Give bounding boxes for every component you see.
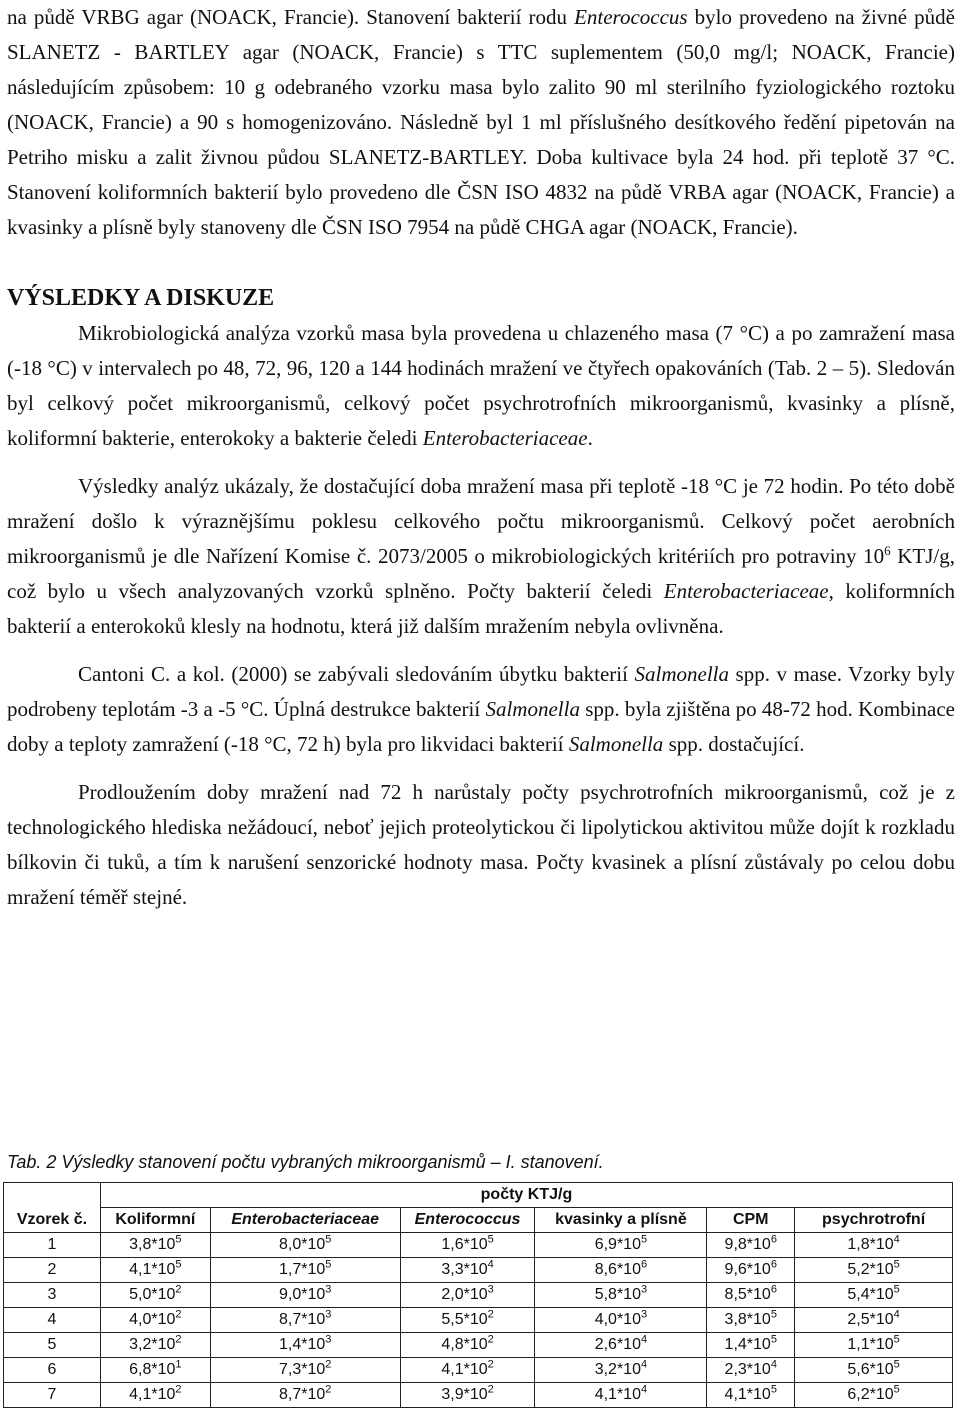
- cell-mantissa: 9,6*10: [724, 1261, 771, 1278]
- cell-exponent: 4: [640, 1333, 648, 1346]
- cell-exponent: 2: [325, 1358, 332, 1371]
- cell-exponent: 2: [175, 1383, 182, 1396]
- table-cell-sample: 3: [4, 1283, 101, 1308]
- cell-mantissa: 9,0*10: [278, 1286, 326, 1303]
- cell-mantissa: 2,3*10: [724, 1361, 771, 1378]
- text-run: , koliformních bakterií a enterokoků klesly na hodnotu, která již dalším mražením nebyla ovlivněna.: [7, 579, 955, 638]
- genus-name: Salmonella: [634, 662, 730, 686]
- cell-exponent: 5: [770, 1333, 777, 1346]
- table-row: [4, 1283, 953, 1308]
- results-table: [3, 1182, 953, 1408]
- table-cell: [795, 1258, 953, 1283]
- cell-mantissa: 2,6*10: [594, 1336, 641, 1353]
- table-row: [4, 1258, 953, 1283]
- cell-exponent: 5: [893, 1258, 900, 1271]
- cell-mantissa: 3,2*10: [129, 1336, 176, 1353]
- cell-mantissa: 8,6*10: [594, 1261, 641, 1278]
- table-header-row: [4, 1208, 953, 1233]
- text-run: spp. byla zjištěna po 48-72 hod. Kombinace doby a teploty zamražení (-18 °C, 72 h) byla pro likvidaci bakterií: [7, 697, 955, 756]
- table-cell: [210, 1258, 400, 1283]
- table-cell: [795, 1333, 953, 1358]
- cell-mantissa: 6,8*10: [129, 1361, 176, 1378]
- cell-mantissa: 4,1*10: [594, 1386, 641, 1403]
- cell-exponent: 6: [640, 1258, 648, 1271]
- table-cell: [795, 1308, 953, 1333]
- paragraph-results-1: [7, 316, 955, 456]
- family-name: Enterobacteriaceae: [663, 579, 829, 603]
- table-cell: [210, 1333, 400, 1358]
- cell-mantissa: 4,1*10: [129, 1261, 176, 1278]
- cell-exponent: 2: [175, 1308, 182, 1321]
- cell-mantissa: 1,7*10: [278, 1261, 326, 1278]
- table-cell: [100, 1333, 210, 1358]
- cell-exponent: 3: [487, 1283, 494, 1296]
- cell-exponent: 1: [175, 1358, 182, 1371]
- cell-mantissa: 4,1*10: [441, 1361, 488, 1378]
- column-header-psychrotrophic: psychrotrofní: [795, 1208, 953, 1233]
- table-cell: [707, 1358, 795, 1383]
- cell-exponent: 3: [325, 1308, 332, 1321]
- cell-exponent: 5: [175, 1258, 182, 1271]
- exponent: 6: [884, 543, 891, 558]
- table-cell: [535, 1333, 707, 1358]
- cell-mantissa: 5,4*10: [847, 1286, 894, 1303]
- cell-exponent: 5: [770, 1308, 777, 1321]
- cell-mantissa: 3,9*10: [441, 1386, 488, 1403]
- table-cell: [535, 1233, 707, 1258]
- cell-exponent: 5: [640, 1233, 648, 1246]
- cell-exponent: 2: [175, 1333, 182, 1346]
- cell-exponent: 2: [175, 1283, 182, 1296]
- cell-exponent: 5: [325, 1233, 332, 1246]
- text-run: spp. v mase. Vzorky byly podrobeny teplotám -3 a -5 °C. Úplná destrukce bakterií: [7, 662, 955, 721]
- table-cell: [795, 1358, 953, 1383]
- cell-exponent: 5: [487, 1233, 494, 1246]
- table-cell: [535, 1258, 707, 1283]
- genus-name: Salmonella: [485, 697, 580, 721]
- cell-mantissa: 1,4*10: [724, 1336, 771, 1353]
- text-run: Cantoni C. a kol. (2000) se zabývali sledováním úbytku bakterií: [78, 662, 635, 686]
- paragraph-results-4: Prodloužením doby mražení nad 72 h narůstaly počty psychrotrofních mikroorganismů, což je z technologického hlediska nežádoucí, neboť jejich proteolytickou či lipolytickou aktivitou může dojít k rozkladu bílkovin či tuků, a tím k narušení senzorické hodnoty masa. Počty kvasinek a plísní zůstávaly po celou dobu mražení téměř stejné.: [7, 780, 955, 909]
- table-cell: [535, 1358, 707, 1383]
- cell-mantissa: 2,5*10: [847, 1311, 894, 1328]
- table-cell-sample: 5: [4, 1333, 101, 1358]
- column-header-coliform: Koliformní: [100, 1208, 210, 1233]
- table-cell: [210, 1358, 400, 1383]
- table-cell: [707, 1308, 795, 1333]
- table-row: [4, 1233, 953, 1258]
- cell-exponent: 2: [487, 1383, 494, 1396]
- table-cell: [100, 1233, 210, 1258]
- cell-mantissa: 2,0*10: [441, 1286, 488, 1303]
- table-cell: [707, 1283, 795, 1308]
- cell-exponent: 3: [640, 1283, 648, 1296]
- text-run: .: [587, 426, 593, 450]
- cell-exponent: 6: [770, 1233, 777, 1246]
- cell-exponent: 6: [770, 1258, 777, 1271]
- table-cell: [400, 1233, 535, 1258]
- cell-mantissa: 3,8*10: [724, 1311, 771, 1328]
- paragraph-methods: [7, 0, 955, 245]
- column-header-enterococcus: Enterococcus: [400, 1208, 535, 1233]
- genus-name: Enterococcus: [574, 5, 688, 29]
- cell-mantissa: 3,2*10: [594, 1361, 641, 1378]
- cell-mantissa: 4,0*10: [129, 1311, 176, 1328]
- text-run: spp. dostačující.: [663, 732, 805, 756]
- cell-mantissa: 5,5*10: [441, 1311, 488, 1328]
- table-cell: [707, 1383, 795, 1408]
- table-cell: [535, 1308, 707, 1333]
- table-cell: [400, 1383, 535, 1408]
- cell-mantissa: 5,0*10: [129, 1286, 176, 1303]
- table-cell: [400, 1258, 535, 1283]
- text-run: Mikrobiologická analýza vzorků masa byla provedena u chlazeného masa (7 °C) a po zamražení masa (-18 °C) v intervalech po 48, 72, 96, 120 a 144 hodinách mražení ve čtyřech opakováních (Tab. 2 – 5). Sledován byl celkový počet mikroorganismů, celkový počet psychrotrofních mikroorganismů, kvasinky a plísně, koliformní bakterie, enterokoky a bakterie čeledi: [7, 321, 955, 450]
- table-cell: [400, 1308, 535, 1333]
- table-body: [4, 1233, 953, 1408]
- table-cell: [400, 1358, 535, 1383]
- table-cell-sample: 7: [4, 1383, 101, 1408]
- table-cell: [795, 1383, 953, 1408]
- cell-mantissa: 7,3*10: [278, 1361, 326, 1378]
- text-run: bylo provedeno na živné půdě SLANETZ - BARTLEY agar (NOACK, Francie) s TTC suplementem (50,0 mg/l; NOACK, Francie) následujícím způsobem: 10 g odebraného vzorku masa bylo zalito 90 ml sterilního fyziologického roztoku (NOACK, Francie) a 90 s homogenizováno. Následně byl 1 ml příslušného desítkového ředění pipetován na Petriho misku a zalit živnou půdou SLANETZ-BARTLEY. Doba kultivace byla 24 hod. při teplotě 37 °C. Stanovení koliformních bakterií bylo provedeno dle ČSN ISO 4832 na půdě VRBA agar (NOACK, Francie) a kvasinky a plísně byly stanoveny dle ČSN ISO 7954 na půdě CHGA agar (NOACK, Francie).: [7, 5, 955, 239]
- table-cell: [210, 1283, 400, 1308]
- table-cell: [535, 1383, 707, 1408]
- table-cell: [707, 1333, 795, 1358]
- family-name: Enterobacteriaceae: [422, 426, 588, 450]
- cell-exponent: 5: [893, 1333, 900, 1346]
- cell-mantissa: 1,1*10: [847, 1336, 894, 1353]
- paragraph-results-2: [7, 469, 955, 644]
- cell-mantissa: 4,0*10: [594, 1311, 641, 1328]
- cell-mantissa: 8,0*10: [278, 1236, 326, 1253]
- cell-exponent: 4: [770, 1358, 777, 1371]
- table-row: [4, 1308, 953, 1333]
- table-cell: [795, 1283, 953, 1308]
- text-run: na půdě VRBG agar (NOACK, Francie). Stanovení bakterií rodu: [7, 5, 575, 29]
- paragraph-results-3: [7, 657, 955, 762]
- column-header-sample: Vzorek č.: [4, 1208, 101, 1233]
- cell-mantissa: 8,7*10: [278, 1386, 326, 1403]
- table-row: [4, 1358, 953, 1383]
- text-run: KTJ/g, což bylo u všech analyzovaných vzorků splněno. Počty bakterií čeledi: [7, 544, 955, 603]
- cell-mantissa: 8,7*10: [278, 1311, 326, 1328]
- table-cell: [707, 1258, 795, 1283]
- cell-mantissa: 1,6*10: [441, 1236, 488, 1253]
- text-run: Výsledky analýz ukázaly, že dostačující doba mražení masa při teplotě -18 °C je 72 hodin. Po této době mražení došlo k výraznějšímu poklesu celkového počtu mikroorganismů. Celkový počet aerobních mikroorganismů je dle Nařízení Komise č. 2073/2005 o mikrobiologických kritériích pro potraviny 10: [7, 474, 955, 568]
- table-caption: Tab. 2 Výsledky stanovení počtu vybraných mikroorganismů – I. stanovení.: [7, 1152, 604, 1172]
- cell-mantissa: 1,4*10: [278, 1336, 326, 1353]
- table-row: [4, 1333, 953, 1358]
- table-cell: [100, 1308, 210, 1333]
- spacer: [7, 762, 955, 775]
- cell-mantissa: 8,5*10: [724, 1286, 771, 1303]
- table-cell-sample: 4: [4, 1308, 101, 1333]
- column-header-enterobacteriaceae: Enterobacteriaceae: [210, 1208, 400, 1233]
- document-page: [7, 0, 955, 915]
- cell-mantissa: 4,8*10: [441, 1336, 488, 1353]
- cell-exponent: 5: [893, 1358, 900, 1371]
- table-cell: [795, 1233, 953, 1258]
- table-cell: [100, 1358, 210, 1383]
- table-group-header: počty KTJ/g: [100, 1183, 952, 1208]
- cell-exponent: 4: [893, 1308, 900, 1321]
- genus-name: Salmonella: [568, 732, 664, 756]
- cell-exponent: 3: [325, 1333, 332, 1346]
- spacer: [7, 245, 955, 281]
- cell-exponent: 5: [175, 1233, 182, 1246]
- table-cell: [210, 1383, 400, 1408]
- cell-mantissa: 4,1*10: [724, 1386, 771, 1403]
- cell-exponent: 5: [893, 1383, 900, 1396]
- table-cell: [400, 1333, 535, 1358]
- cell-exponent: 3: [640, 1308, 648, 1321]
- cell-exponent: 4: [893, 1233, 900, 1246]
- table-cell: [100, 1258, 210, 1283]
- column-header-cpm: CPM: [707, 1208, 795, 1233]
- cell-exponent: 5: [770, 1383, 777, 1396]
- cell-exponent: 3: [325, 1283, 332, 1296]
- table-cell-sample: 1: [4, 1233, 101, 1258]
- cell-mantissa: 6,2*10: [847, 1386, 894, 1403]
- table-row: [4, 1383, 953, 1408]
- column-header-yeasts-molds: kvasinky a plísně: [535, 1208, 707, 1233]
- table-cell: [210, 1233, 400, 1258]
- cell-mantissa: 4,1*10: [129, 1386, 176, 1403]
- cell-exponent: 2: [325, 1383, 332, 1396]
- table-cell: [100, 1383, 210, 1408]
- table-cell-sample: 6: [4, 1358, 101, 1383]
- table-cell: [707, 1233, 795, 1258]
- section-heading: VÝSLEDKY A DISKUZE: [7, 285, 275, 311]
- cell-exponent: 4: [640, 1358, 648, 1371]
- cell-mantissa: 5,6*10: [847, 1361, 894, 1378]
- cell-mantissa: 5,8*10: [594, 1286, 641, 1303]
- cell-mantissa: 3,8*10: [129, 1236, 176, 1253]
- cell-exponent: 2: [487, 1358, 494, 1371]
- spacer: [7, 644, 955, 657]
- cell-mantissa: 9,8*10: [724, 1236, 771, 1253]
- table-cell: [210, 1308, 400, 1333]
- table-corner-cell: [4, 1183, 101, 1208]
- table-cell-sample: 2: [4, 1258, 101, 1283]
- cell-exponent: 2: [487, 1333, 494, 1346]
- cell-exponent: 4: [487, 1258, 494, 1271]
- table-group-header-row: [4, 1183, 953, 1208]
- table-cell: [400, 1283, 535, 1308]
- cell-exponent: 4: [640, 1383, 648, 1396]
- cell-exponent: 6: [770, 1283, 777, 1296]
- cell-exponent: 5: [325, 1258, 332, 1271]
- cell-mantissa: 3,3*10: [441, 1261, 488, 1278]
- spacer: [7, 456, 955, 469]
- table-cell: [535, 1283, 707, 1308]
- cell-exponent: 5: [893, 1283, 900, 1296]
- cell-exponent: 2: [487, 1308, 494, 1321]
- cell-mantissa: 6,9*10: [594, 1236, 641, 1253]
- cell-mantissa: 1,8*10: [847, 1236, 894, 1253]
- table-cell: [100, 1283, 210, 1308]
- cell-mantissa: 5,2*10: [847, 1261, 894, 1278]
